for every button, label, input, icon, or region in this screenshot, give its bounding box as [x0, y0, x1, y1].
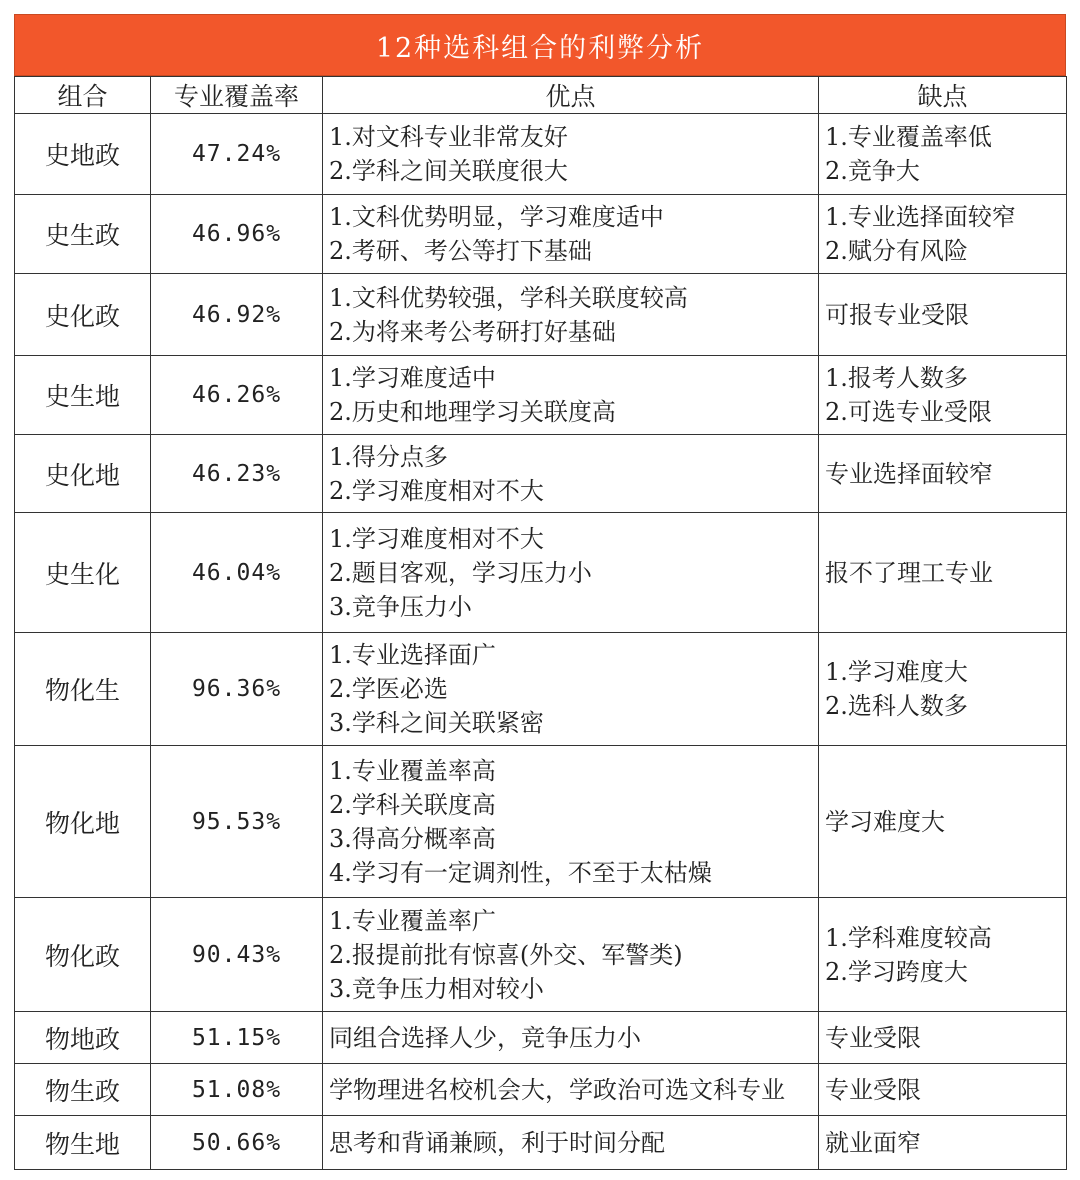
- header-pros: 优点: [323, 77, 819, 114]
- table-row: [15, 1012, 1067, 1064]
- cons-item: 2.学习跨度大: [825, 957, 968, 986]
- pros-cell: [323, 898, 819, 1012]
- cons-cell: [819, 513, 1067, 633]
- pros-item: 3.学科之间关联紧密: [329, 709, 544, 737]
- combo-cell: 史化地: [15, 435, 151, 513]
- cons-item: 1.学科难度较高: [825, 923, 992, 952]
- cons-item: 2.竞争大: [825, 157, 920, 185]
- pros-cell: [323, 1064, 819, 1116]
- pros-item: 2.为将来考公考研打好基础: [329, 317, 616, 346]
- pros-item: 2.题目客观，学习压力小: [329, 558, 592, 587]
- combo-cell: 史生地: [15, 356, 151, 435]
- combo-cell: 物地政: [15, 1012, 151, 1064]
- cons-cell: [819, 746, 1067, 898]
- cons-cell: [819, 274, 1067, 356]
- coverage-rate-cell: 90.43%: [151, 898, 323, 1012]
- cons-cell: [819, 195, 1067, 274]
- cons-item: 就业面窄: [825, 1128, 921, 1157]
- table-row: [15, 435, 1067, 513]
- header-row: [15, 77, 1067, 114]
- cons-item: 学习难度大: [825, 807, 945, 836]
- pros-item: 3.竞争压力小: [329, 592, 472, 621]
- cons-item: 专业受限: [825, 1075, 921, 1104]
- cons-cell: [819, 114, 1067, 195]
- coverage-rate-cell: 96.36%: [151, 633, 323, 746]
- pros-item: 1.专业选择面广: [329, 641, 496, 669]
- pros-item: 2.学医必选: [329, 675, 448, 703]
- pros-item: 1.文科优势明显，学习难度适中: [329, 203, 664, 231]
- table-row: [15, 274, 1067, 356]
- table-row: [15, 1116, 1067, 1170]
- pros-cell: [323, 274, 819, 356]
- pros-item: 3.得高分概率高: [329, 824, 496, 853]
- pros-item: 2.学科关联度高: [329, 790, 496, 819]
- pros-item: 学物理进名校机会大，学政治可选文科专业: [329, 1075, 785, 1104]
- combo-cell: 物生政: [15, 1064, 151, 1116]
- coverage-rate-cell: 95.53%: [151, 746, 323, 898]
- combo-cell: 物化生: [15, 633, 151, 746]
- table-row: [15, 114, 1067, 195]
- cons-item: 2.选科人数多: [825, 692, 968, 720]
- table-row: [15, 746, 1067, 898]
- pros-cell: [323, 1012, 819, 1064]
- analysis-table-container: [14, 14, 1066, 1170]
- pros-cell: [323, 513, 819, 633]
- coverage-rate-cell: 47.24%: [151, 114, 323, 195]
- cons-cell: [819, 1116, 1067, 1170]
- cons-cell: [819, 1064, 1067, 1116]
- combo-cell: 物化地: [15, 746, 151, 898]
- pros-item: 2.学科之间关联度很大: [329, 157, 568, 185]
- pros-item: 1.专业覆盖率广: [329, 906, 496, 935]
- combo-cell: 史地政: [15, 114, 151, 195]
- coverage-rate-cell: 46.23%: [151, 435, 323, 513]
- comparison-table: [14, 76, 1067, 1170]
- coverage-rate-cell: 51.08%: [151, 1064, 323, 1116]
- pros-item: 1.得分点多: [329, 442, 448, 471]
- cons-item: 报不了理工专业: [825, 558, 993, 587]
- table-row: [15, 356, 1067, 435]
- table-row: [15, 195, 1067, 274]
- pros-item: 思考和背诵兼顾，利于时间分配: [329, 1128, 665, 1157]
- cons-item: 2.可选专业受限: [825, 398, 992, 426]
- cons-item: 2.赋分有风险: [825, 237, 968, 265]
- pros-item: 2.报提前批有惊喜(外交、军警类): [329, 940, 683, 969]
- combo-cell: 史化政: [15, 274, 151, 356]
- pros-item: 1.文科优势较强，学科关联度较高: [329, 283, 688, 312]
- header-coverage-rate: 专业覆盖率: [151, 77, 323, 114]
- pros-item: 4.学习有一定调剂性，不至于太枯燥: [329, 858, 712, 887]
- pros-cell: [323, 356, 819, 435]
- cons-item: 1.专业覆盖率低: [825, 123, 992, 151]
- pros-cell: [323, 114, 819, 195]
- table-row: [15, 513, 1067, 633]
- cons-item: 1.报考人数多: [825, 364, 968, 392]
- combo-cell: 史生政: [15, 195, 151, 274]
- pros-item: 2.学习难度相对不大: [329, 476, 544, 505]
- coverage-rate-cell: 46.26%: [151, 356, 323, 435]
- cons-cell: [819, 1012, 1067, 1064]
- pros-item: 1.学习难度适中: [329, 364, 496, 392]
- coverage-rate-cell: 46.92%: [151, 274, 323, 356]
- pros-cell: [323, 435, 819, 513]
- cons-cell: [819, 435, 1067, 513]
- cons-item: 可报专业受限: [825, 300, 969, 329]
- coverage-rate-cell: 46.96%: [151, 195, 323, 274]
- pros-cell: [323, 195, 819, 274]
- table-title: 12种选科组合的利弊分析: [14, 14, 1066, 76]
- cons-item: 专业选择面较窄: [825, 459, 993, 488]
- cons-cell: [819, 356, 1067, 435]
- cons-cell: [819, 633, 1067, 746]
- table-row: [15, 633, 1067, 746]
- cons-item: 1.专业选择面较窄: [825, 203, 1016, 231]
- cons-cell: [819, 898, 1067, 1012]
- pros-item: 3.竞争压力相对较小: [329, 974, 544, 1003]
- combo-cell: 史生化: [15, 513, 151, 633]
- pros-cell: [323, 1116, 819, 1170]
- table-row: [15, 898, 1067, 1012]
- combo-cell: 物化政: [15, 898, 151, 1012]
- combo-cell: 物生地: [15, 1116, 151, 1170]
- cons-item: 1.学习难度大: [825, 658, 968, 686]
- pros-item: 2.考研、考公等打下基础: [329, 237, 592, 265]
- coverage-rate-cell: 50.66%: [151, 1116, 323, 1170]
- table-row: [15, 1064, 1067, 1116]
- header-cons: 缺点: [819, 77, 1067, 114]
- header-combo: 组合: [15, 77, 151, 114]
- pros-cell: [323, 746, 819, 898]
- pros-item: 1.专业覆盖率高: [329, 756, 496, 785]
- pros-cell: [323, 633, 819, 746]
- pros-item: 1.对文科专业非常友好: [329, 123, 568, 151]
- pros-item: 2.历史和地理学习关联度高: [329, 398, 616, 426]
- coverage-rate-cell: 51.15%: [151, 1012, 323, 1064]
- cons-item: 专业受限: [825, 1023, 921, 1052]
- pros-item: 同组合选择人少，竞争压力小: [329, 1023, 641, 1052]
- table-body: [15, 114, 1067, 1170]
- pros-item: 1.学习难度相对不大: [329, 524, 544, 553]
- coverage-rate-cell: 46.04%: [151, 513, 323, 633]
